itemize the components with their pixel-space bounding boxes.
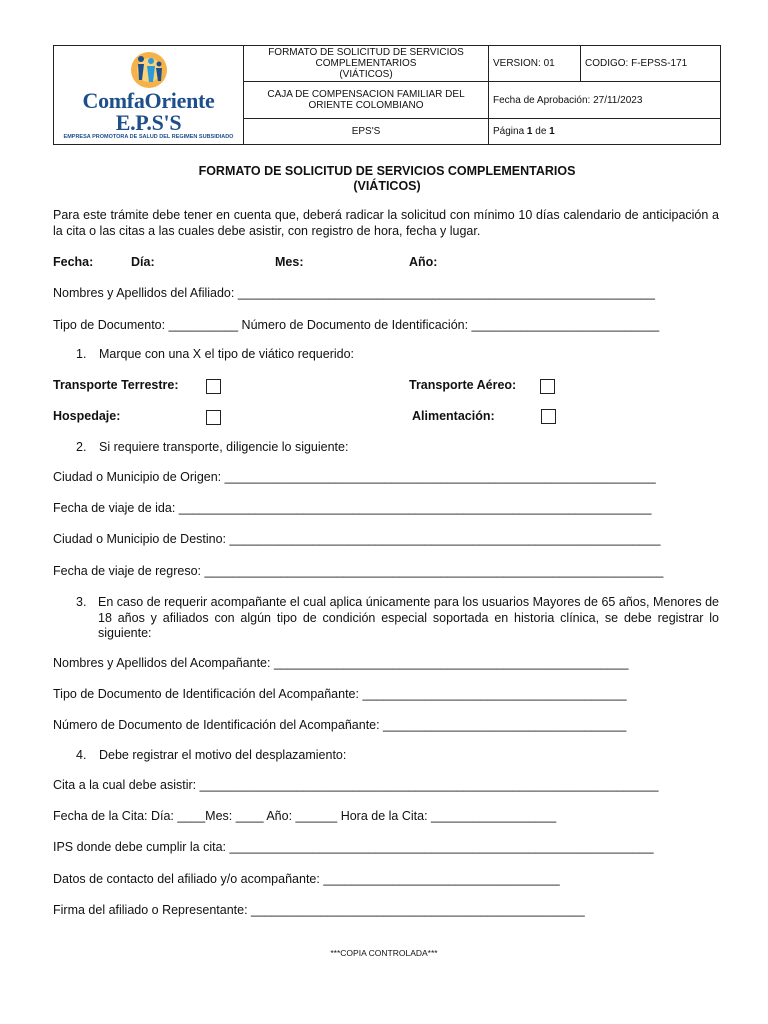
form-title-line: FORMATO DE SOLICITUD DE SERVICIOS COMPLEMENTARIOS: [198, 164, 576, 178]
date-label-mes[interactable]: Mes:: [275, 255, 304, 269]
alimentacion-checkbox[interactable]: [541, 409, 556, 424]
section-4-number: 4.: [76, 748, 87, 762]
org-name: ComfaOriente E.P.S'S: [82, 87, 215, 135]
option-alimentacion-label: Alimentación:: [412, 409, 495, 423]
section-3-number: 3.: [76, 595, 87, 609]
section-1-number: 1.: [76, 347, 87, 361]
option-transporte-aereo-label: Transporte Aéreo:: [409, 378, 517, 392]
section-1-text: Marque con una X el tipo de viático requerido:: [99, 347, 355, 361]
ips-field[interactable]: IPS donde debe cumplir la cita: _____________________________________________________________: [53, 840, 654, 854]
document-type-field[interactable]: Tipo de Documento: __________ Número de Documento de Identificación: ___________________________: [53, 318, 660, 332]
doc-title-line: (VIÁTICOS): [339, 69, 393, 80]
signature-field[interactable]: Firma del afiliado o Representante: ________________________________________________: [53, 903, 585, 917]
destination-city-field[interactable]: Ciudad o Municipio de Destino: ______________________________________________________________: [53, 532, 661, 546]
entity-line: ORIENTE COLOMBIANO: [308, 100, 424, 111]
form-title: [53, 164, 721, 194]
comfaoriente-logo-icon: [125, 50, 173, 90]
section-4-text: Debe registrar el motivo del desplazamiento:: [99, 748, 347, 762]
doc-title-cell: [244, 46, 489, 82]
companion-doc-number-field[interactable]: Número de Documento de Identificación del Acompañante: ___________________________________: [53, 718, 627, 732]
option-hospedaje-label: Hospedaje:: [53, 409, 121, 423]
departure-date-field[interactable]: Fecha de viaje de ida: ____________________________________________________________________: [53, 501, 652, 515]
section-2-text: Si requiere transporte, diligencie lo siguiente:: [99, 440, 349, 454]
option-transporte-terrestre-label: Transporte Terrestre:: [53, 378, 179, 392]
entity-cell: [244, 82, 489, 119]
return-date-field[interactable]: Fecha de viaje de regreso: __________________________________________________________________: [53, 564, 664, 578]
page-number-cell: [489, 119, 721, 145]
page-of: de: [532, 126, 550, 137]
hospedaje-checkbox[interactable]: [206, 410, 221, 425]
controlled-copy-footer: ***COPIA CONTROLADA***: [330, 948, 438, 958]
section-2-number: 2.: [76, 440, 87, 454]
section-3-text: En caso de requerir acompañante el cual aplica únicamente para los usuarios Mayores de 65 años, Menores de 18 años y afiliados con algún tipo de condición especial soportada en historia clínica, se debe registrar lo siguiente:: [98, 595, 719, 640]
logo-cell: [54, 46, 244, 145]
afiliado-name-field[interactable]: Nombres y Apellidos del Afiliado: ____________________________________________________________: [53, 286, 655, 300]
page-current: 1: [526, 126, 533, 137]
contact-field[interactable]: Datos de contacto del afiliado y/o acompañante: __________________________________: [53, 872, 560, 886]
intro-paragraph: Para este trámite debe tener en cuenta que, deberá radicar la solicitud con mínimo 10 días calendario de anticipación a la cita o las citas a las cuales debe asistir, con registro de hora, fecha y lugar.: [53, 208, 719, 238]
form-title-line: (VIÁTICOS): [353, 179, 421, 193]
org-tagline: EMPRESA PROMOTORA DE SALUD DEL REGIMEN SUBSIDIADO: [63, 133, 234, 140]
transporte-terrestre-checkbox[interactable]: [206, 379, 221, 394]
date-label-fecha: Fecha:: [53, 255, 94, 269]
doc-title-line: FORMATO DE SOLICITUD DE SERVICIOS: [268, 47, 464, 58]
date-label-dia[interactable]: Día:: [131, 255, 155, 269]
approval-date-cell: Fecha de Aprobación: 27/11/2023: [489, 82, 721, 119]
origin-city-field[interactable]: Ciudad o Municipio de Origen: ______________________________________________________________: [53, 470, 656, 484]
appointment-date-field[interactable]: Fecha de la Cita: Día: ____Mes: ____ Año: ______ Hora de la Cita: __________________: [53, 809, 557, 823]
document-header-table: [53, 45, 721, 145]
page-label: Página: [493, 126, 527, 137]
page-total: 1: [549, 126, 555, 137]
companion-name-field[interactable]: Nombres y Apellidos del Acompañante: ___________________________________________________: [53, 656, 629, 670]
transporte-aereo-checkbox[interactable]: [540, 379, 555, 394]
code-cell: CODIGO: F-EPSS-171: [581, 46, 721, 82]
appointment-field[interactable]: Cita a la cual debe asistir: __________________________________________________________________: [53, 778, 659, 792]
entity-line: CAJA DE COMPENSACION FAMILIAR DEL: [267, 89, 465, 100]
version-cell: VERSION: 01: [489, 46, 581, 82]
date-label-anio[interactable]: Año:: [409, 255, 438, 269]
unit-cell: EPS'S: [244, 119, 489, 145]
companion-doc-type-field[interactable]: Tipo de Documento de Identificación del Acompañante: ______________________________________: [53, 687, 627, 701]
doc-title-line: COMPLEMENTARIOS: [315, 58, 417, 69]
